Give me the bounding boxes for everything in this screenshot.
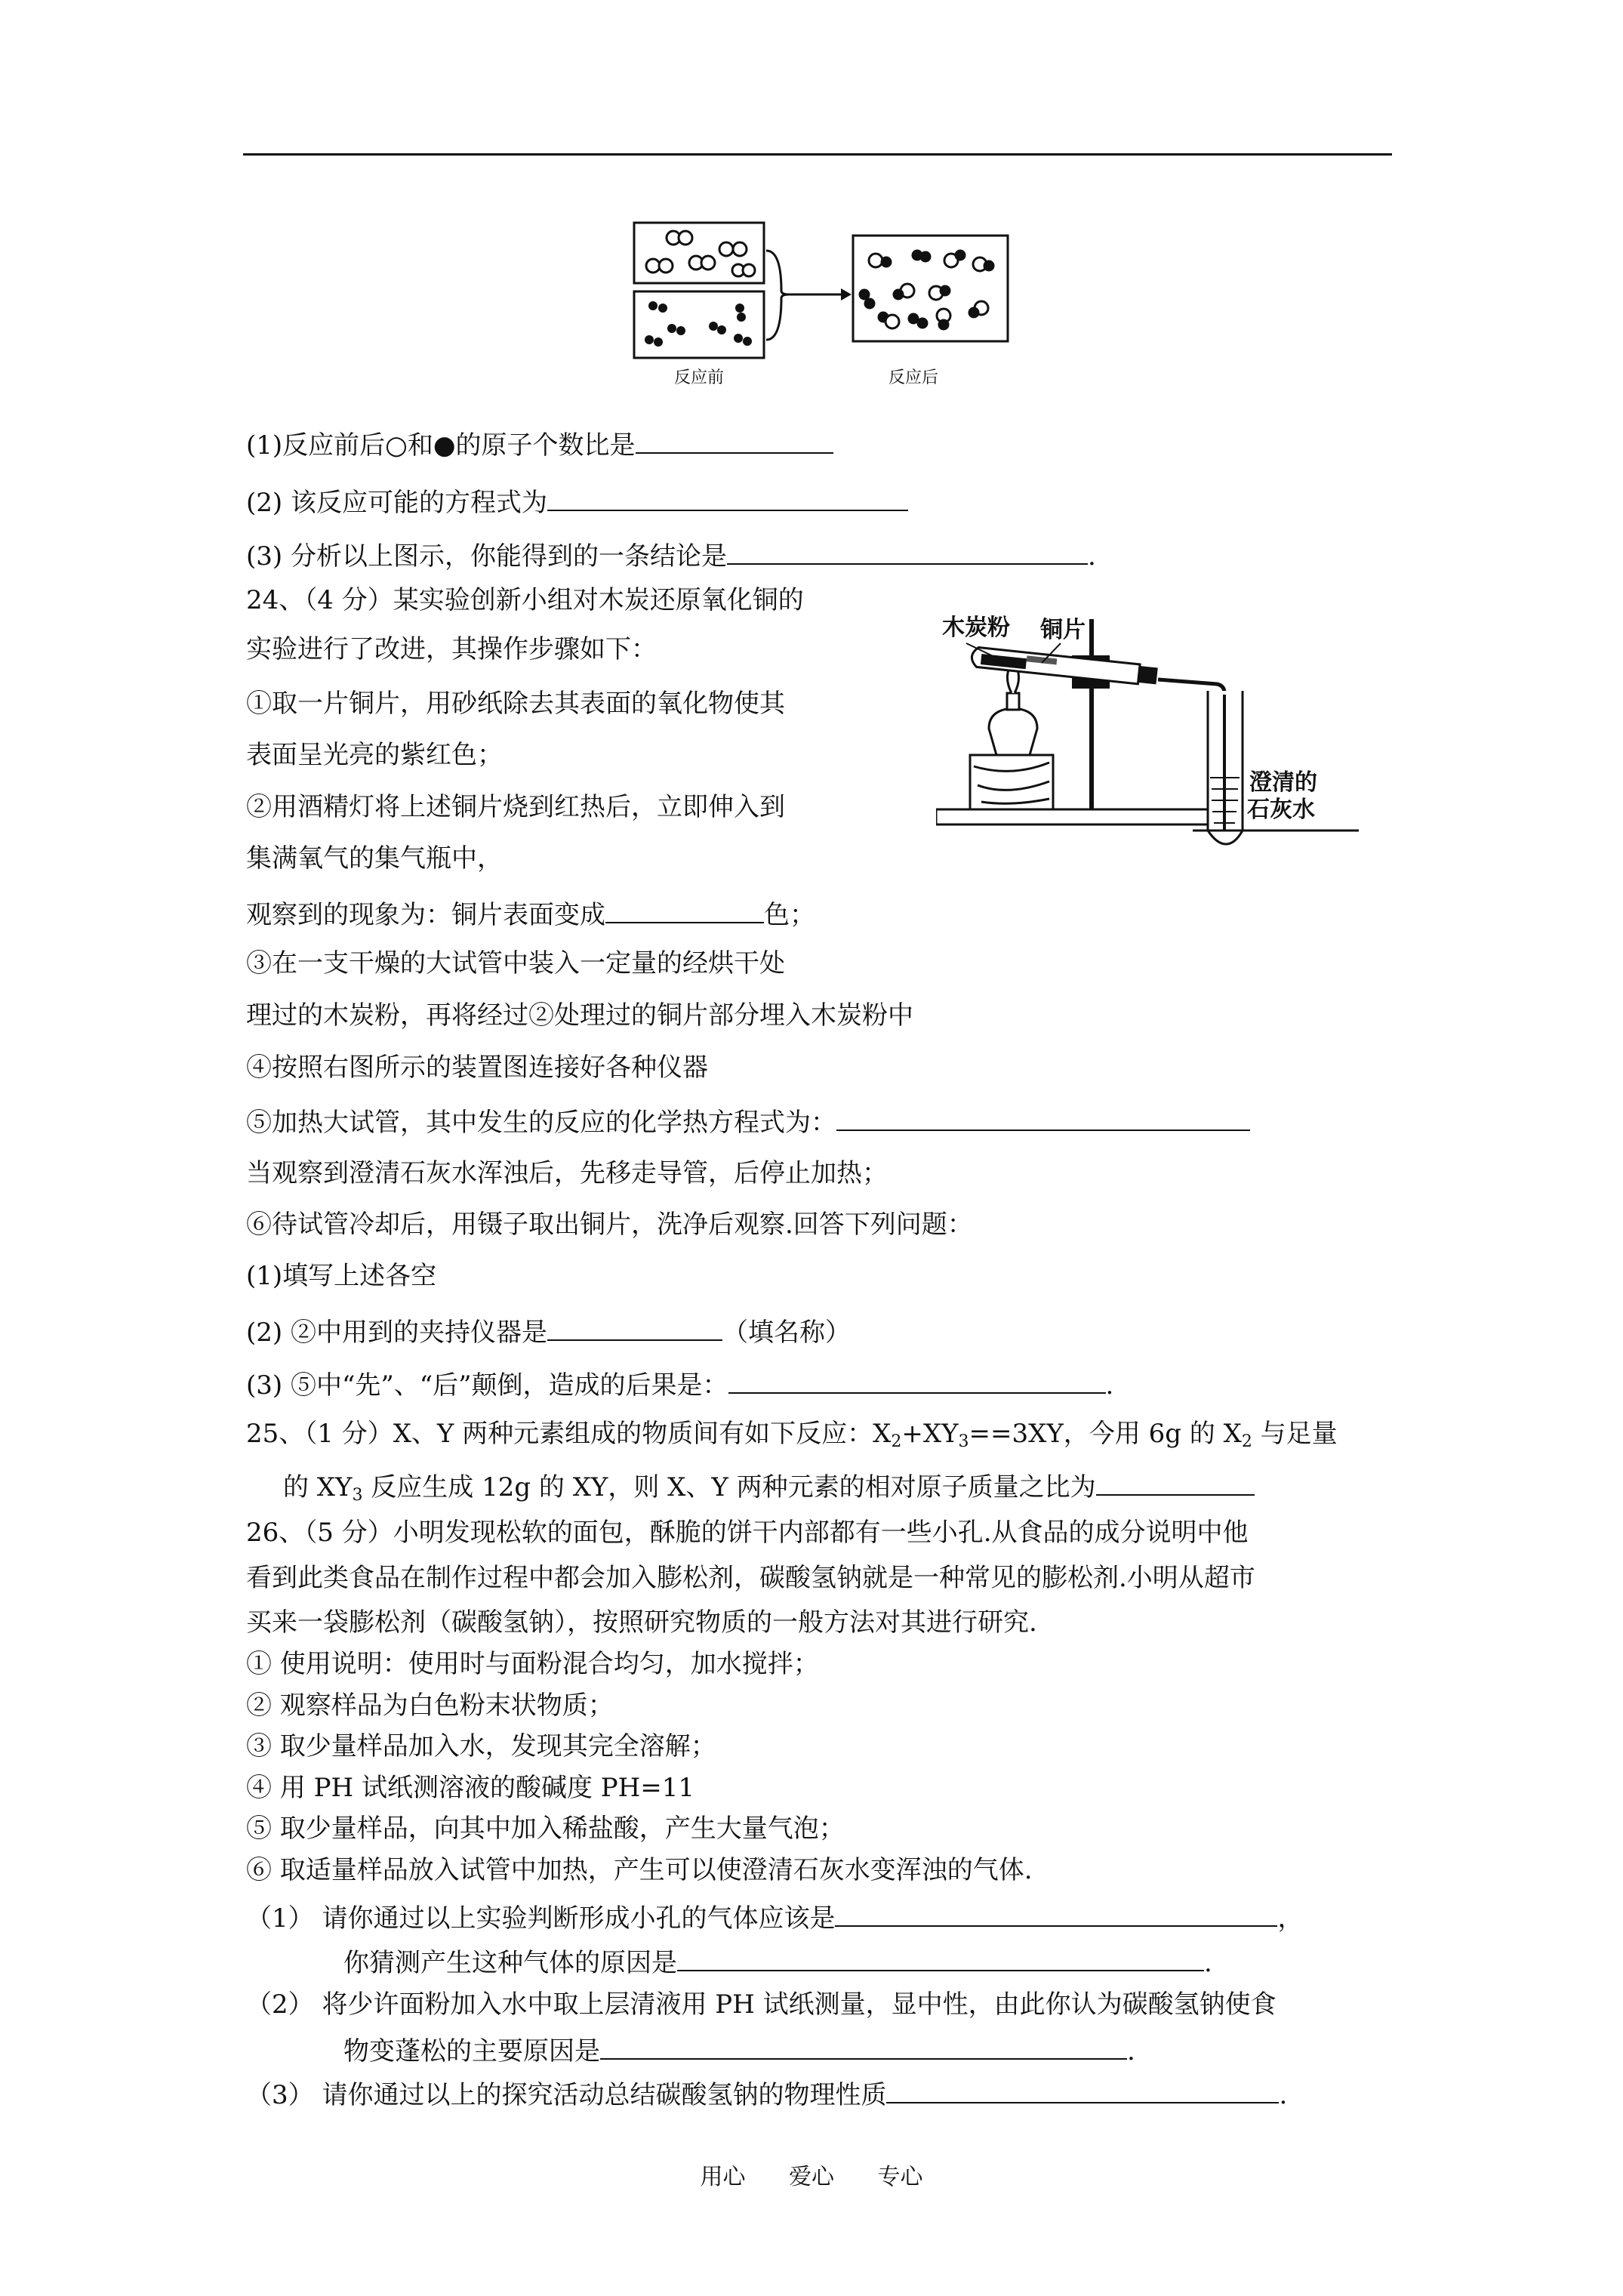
label-charcoal-powder: 木炭粉 (942, 615, 1010, 641)
q24-text-16a: (3) ⑤中“先”、“后”颠倒，造成的后果是： (246, 1370, 728, 1401)
label-limewater-2: 石灰水 (1247, 797, 1315, 823)
footer-word: 爱心 (789, 2164, 834, 2190)
q26-question-2-cont (343, 2032, 1135, 2068)
label-after-reaction: 反应后 (888, 368, 939, 387)
q24-text-11: ⑤加热大试管，其中发生的反应的化学热方程式为： (246, 1108, 836, 1138)
q26-text-q3a: （3） 请你通过以上的探究活动总结碳酸氢钠的物理性质 (246, 2080, 887, 2110)
footer-word: 专心 (877, 2164, 923, 2190)
q24-line-6: 集满氧气的集气瓶中， (246, 843, 503, 874)
q25-line-2 (283, 1469, 1255, 1512)
answer-blank[interactable] (835, 1900, 1277, 1927)
q24-line-8: ③在一支干燥的大试管中装入一定量的经烘干处 (246, 948, 785, 978)
q26-question-1-cont (343, 1944, 1212, 1980)
q25-text-2a: 的 XY (283, 1472, 353, 1502)
q26-item-6: ⑥ 取适量样品放入试管中加热，产生可以使澄清石灰水变浑浊的气体. (246, 1855, 1033, 1885)
q25-text-1d: 与足量 (1252, 1419, 1338, 1449)
q24-line-10: ④按照右图所示的装置图连接好各种仪器 (246, 1052, 708, 1083)
q24-line-4: 表面呈光亮的紫红色； (246, 740, 503, 770)
q24-line-3: ①取一片铜片，用砂纸除去其表面的氧化物使其 (246, 689, 785, 719)
header-rule (243, 153, 1392, 156)
answer-blank[interactable] (727, 538, 1088, 565)
q24-line-15 (246, 1314, 851, 1349)
q26-item-4: ④ 用 PH 试纸测溶液的酸碱度 PH=11 (246, 1773, 695, 1803)
q23-line-1 (246, 427, 833, 462)
q26-line-1: 26、（5 分）小明发现松软的面包，酥脆的饼干内部都有一些小孔.从食品的成分说明中他 (246, 1518, 1249, 1548)
q26-item-2: ② 观察样品为白色粉末状物质； (246, 1690, 614, 1721)
answer-blank[interactable] (636, 427, 833, 454)
q26-text-q1a: （1） 请你通过以上实验判断形成小孔的气体应该是 (246, 1903, 836, 1934)
q26-question-2: （2） 将少许面粉加入水中取上层清液用 PH 试纸测量，显中性，由此你认为碳酸氢钠使食 (246, 1989, 1277, 2020)
period: . (1279, 2080, 1288, 2110)
q26-question-3 (246, 2076, 1287, 2112)
period: . (1087, 541, 1096, 572)
q24-text-7a: 观察到的现象为：铜片表面变成 (246, 900, 605, 930)
q26-text-q2b: 物变蓬松的主要原因是 (343, 2036, 600, 2066)
comma: ， (1277, 1903, 1304, 1934)
answer-blank[interactable] (1096, 1469, 1255, 1496)
q25-line-1 (246, 1417, 1338, 1459)
answer-blank[interactable] (677, 1944, 1204, 1971)
q24-line-7 (246, 896, 815, 932)
subscript: 3 (352, 1486, 363, 1505)
answer-blank[interactable] (728, 1367, 1106, 1394)
q26-item-1: ① 使用说明：使用时与面粉混合均匀，加水搅拌； (246, 1649, 819, 1679)
q24-line-2: 实验进行了改进，其操作步骤如下： (246, 634, 657, 664)
period: . (1127, 2036, 1135, 2066)
q26-line-3: 买来一袋膨松剂（碳酸氢钠），按照研究物质的一般方法对其进行研究. (246, 1607, 1037, 1638)
subscript: 2 (891, 1432, 902, 1451)
page-footer (0, 2158, 1623, 2191)
q25-text-2b: 反应生成 12g 的 XY，则 X、Y 两种元素的相对原子质量之比为 (362, 1472, 1096, 1502)
answer-blank[interactable] (836, 1104, 1250, 1131)
subscript: 3 (958, 1432, 969, 1451)
label-copper-sheet: 铜片 (1040, 617, 1086, 643)
q25-text-1a: 25、（1 分）X、Y 两种元素组成的物质间有如下反应：X (246, 1419, 892, 1449)
q24-line-11 (246, 1104, 1250, 1139)
q24-line-9: 理过的木炭粉，再将经过②处理过的铜片部分埋入木炭粉中 (246, 1000, 913, 1031)
q23-line-3 (246, 538, 1096, 573)
q24-line-1: 24、（4 分）某实验创新小组对木炭还原氧化铜的 (246, 585, 804, 615)
q26-question-1 (246, 1900, 1303, 1935)
q25-text-1b: +XY (901, 1419, 959, 1449)
q24-text-15a: (2) ②中用到的夹持仪器是 (246, 1318, 547, 1348)
answer-blank[interactable] (600, 2032, 1127, 2060)
q24-line-12: 当观察到澄清石灰水浑浊后，先移走导管，后停止加热； (246, 1158, 888, 1188)
label-limewater-1: 澄清的 (1249, 769, 1317, 796)
subscript: 2 (1241, 1432, 1252, 1451)
reaction-diagram (627, 219, 1019, 385)
q26-text-q1c: 你猜测产生这种气体的原因是 (343, 1948, 677, 1978)
q23-text-1: (1)反应前后○和●的原子个数比是 (246, 430, 636, 461)
q23-line-2 (246, 484, 908, 519)
q24-line-13: ⑥待试管冷却后，用镊子取出铜片，洗净后观察.回答下列问题： (246, 1210, 973, 1240)
q25-text-1c: ==3XY，今用 6g 的 X (969, 1419, 1242, 1449)
q26-line-2: 看到此类食品在制作过程中都会加入膨松剂，碳酸氢钠就是一种常见的膨松剂.小明从超市 (246, 1563, 1255, 1593)
q24-line-14: (1)填写上述各空 (246, 1261, 437, 1291)
footer-word: 用心 (700, 2164, 746, 2190)
answer-blank[interactable] (886, 2076, 1279, 2103)
q23-text-2: (2) 该反应可能的方程式为 (246, 488, 547, 518)
q24-line-16 (246, 1367, 1113, 1402)
q24-line-5: ②用酒精灯将上述铜片烧到红热后，立即伸入到 (246, 792, 785, 822)
answer-blank[interactable] (547, 1314, 722, 1341)
answer-blank[interactable] (605, 896, 764, 923)
q23-text-3: (3) 分析以上图示，你能得到的一条结论是 (246, 541, 727, 572)
q26-item-5: ⑤ 取少量样品，向其中加入稀盐酸，产生大量气泡； (246, 1814, 845, 1844)
period: . (1204, 1948, 1212, 1978)
q26-item-3: ③ 取少量样品加入水，发现其完全溶解； (246, 1731, 716, 1761)
q24-text-7b: 色； (764, 900, 815, 930)
q24-text-15b: （填名称） (722, 1318, 851, 1348)
period: . (1105, 1370, 1114, 1401)
answer-blank[interactable] (547, 484, 908, 511)
label-before-reaction: 反应前 (674, 368, 725, 387)
